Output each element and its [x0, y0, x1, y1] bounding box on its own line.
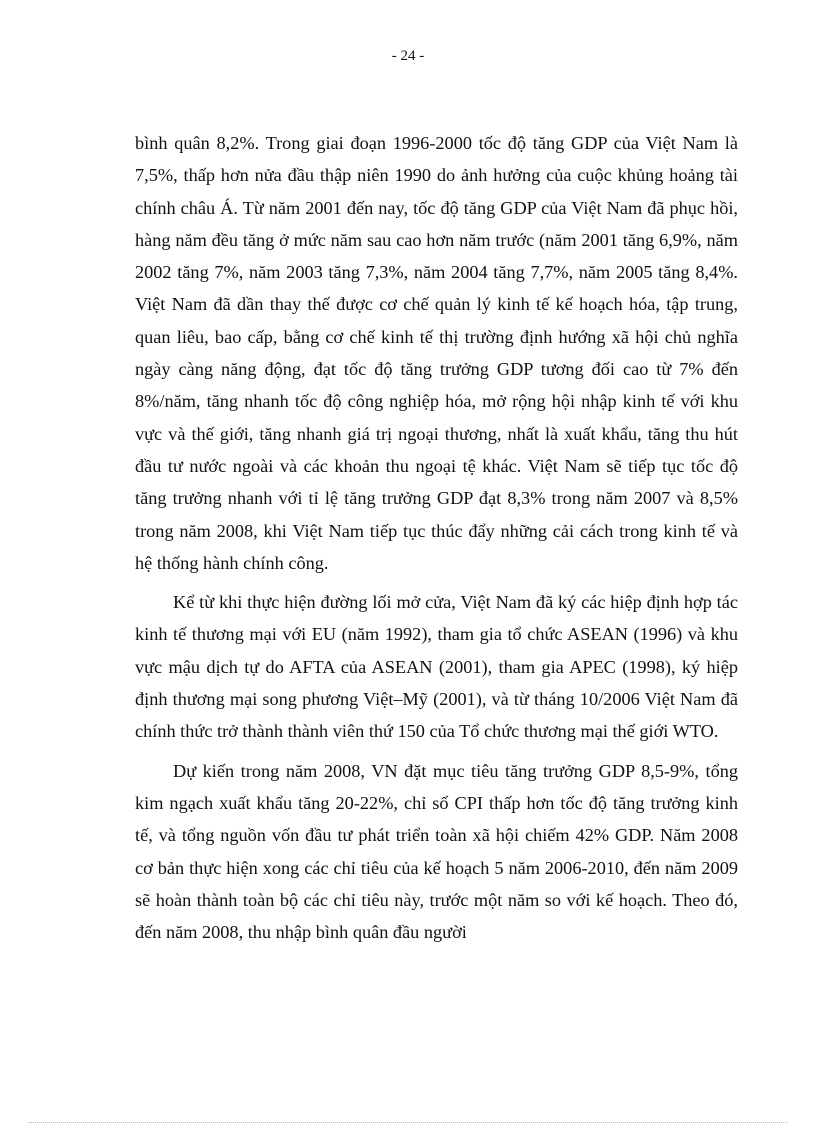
paragraph-trade-agreements: Kể từ khi thực hiện đường lối mở cửa, Việt Nam đã ký các hiệp định hợp tác kinh tế thương mại với EU (năm 1992), tham gia tổ chức ASEAN (1996) và khu vực mậu dịch tự do AFTA của ASEAN (2001), tham gia APEC (1998), ký hiệp định thương mại song phương Việt–Mỹ (2001), và từ tháng 10/2006 Việt Nam đã chính thức trở thành thành viên thứ 150 của Tổ chức thương mại thế giới WTO.	[135, 592, 738, 742]
document-body	[135, 127, 738, 948]
paragraph-gdp-growth: bình quân 8,2%. Trong giai đoạn 1996-2000 tốc độ tăng GDP của Việt Nam là 7,5%, thấp hơn nửa đầu thập niên 1990 do ảnh hưởng của cuộc khủng hoảng tài chính châu Á. Từ năm 2001 đến nay, tốc độ tăng GDP của Việt Nam đã phục hồi, hàng năm đều tăng ở mức năm sau cao hơn năm trước (năm 2001 tăng 6,9%, năm 2002 tăng 7%, năm 2003 tăng 7,3%, năm 2004 tăng 7,7%, năm 2005 tăng 8,4%. Việt Nam đã dần thay thế được cơ chế quản lý kinh tế kế hoạch hóa, tập trung, quan liêu, bao cấp, bằng cơ chế kinh tế thị trường định hướng xã hội chủ nghĩa ngày càng năng động, đạt tốc độ tăng trưởng GDP tương đối cao từ 7% đến 8%/năm, tăng nhanh tốc độ công nghiệp hóa, mở rộng hội nhập kinh tế với khu vực và thế giới, tăng nhanh giá trị ngoại thương, nhất là xuất khẩu, tăng thu hút đầu tư nước ngoài và các khoản thu ngoại tệ khác. Việt Nam sẽ tiếp tục tốc độ tăng trưởng nhanh với tỉ lệ tăng trưởng GDP đạt 8,3% trong năm 2007 và 8,5% trong năm 2008, khi Việt Nam tiếp tục thúc đẩy những cải cách trong kinh tế và hệ thống hành chính công.	[135, 133, 738, 573]
page-number: - 24 -	[391, 48, 425, 64]
paragraph-2008-targets: Dự kiến trong năm 2008, VN đặt mục tiêu tăng trưởng GDP 8,5-9%, tổng kim ngạch xuất khẩu tăng 20-22%, chỉ số CPI thấp hơn tốc độ tăng trưởng kinh tế, và tổng nguồn vốn đầu tư phát triển toàn xã hội chiếm 42% GDP. Năm 2008 cơ bản thực hiện xong các chỉ tiêu của kế hoạch 5 năm 2006-2010, đến năm 2009 sẽ hoàn thành toàn bộ các chỉ tiêu này, trước một năm so với kế hoạch. Theo đó, đến năm 2008, thu nhập bình quân đầu người	[135, 760, 738, 943]
